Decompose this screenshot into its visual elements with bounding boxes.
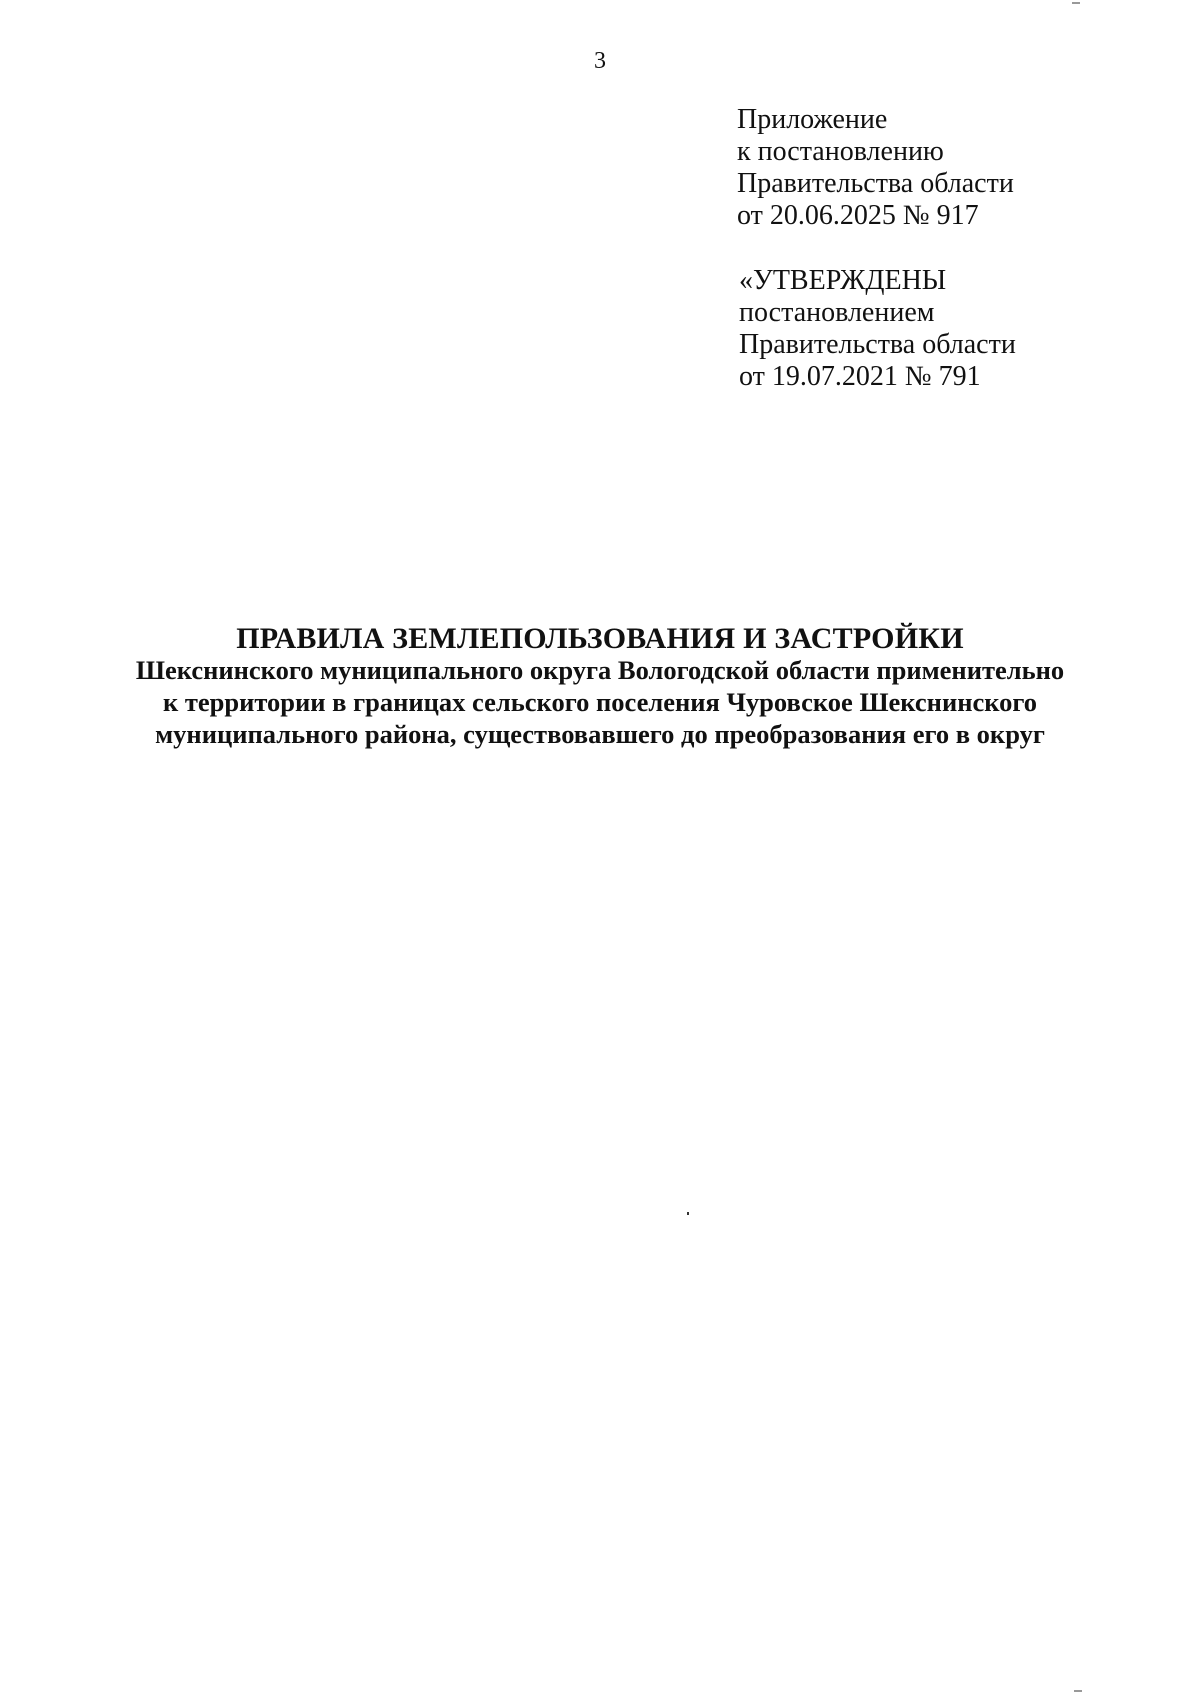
page-number: 3 [594, 48, 606, 74]
subtitle-line: муниципального района, существовавшего до преобразования его в округ [155, 719, 1045, 749]
approved-date-line: от 19.07.2021 № 791 [739, 361, 981, 392]
annex-line: Приложение [737, 104, 888, 135]
approved-line: постановлением [739, 297, 935, 328]
scan-mark-top [1072, 2, 1080, 4]
annex-line: Правительства области [737, 168, 1014, 199]
approved-line: «УТВЕРЖДЕНЫ [739, 265, 947, 296]
approved-block [739, 265, 1179, 393]
approved-line: Правительства области [739, 329, 1016, 360]
document-title: ПРАВИЛА ЗЕМЛЕПОЛЬЗОВАНИЯ И ЗАСТРОЙКИ [236, 622, 964, 655]
document-subtitle [60, 654, 1140, 750]
subtitle-line: Шекснинского муниципального округа Вологодской области применительно [135, 655, 1065, 685]
annex-line: к постановлению [737, 136, 944, 167]
scan-speck [687, 1212, 689, 1215]
subtitle-line: к территории в границах сельского поселения Чуровское Шекснинского [162, 687, 1038, 717]
annex-block [737, 104, 1177, 232]
annex-date-line: от 20.06.2025 № 917 [737, 200, 979, 231]
scan-mark-bottom [1074, 1690, 1082, 1692]
